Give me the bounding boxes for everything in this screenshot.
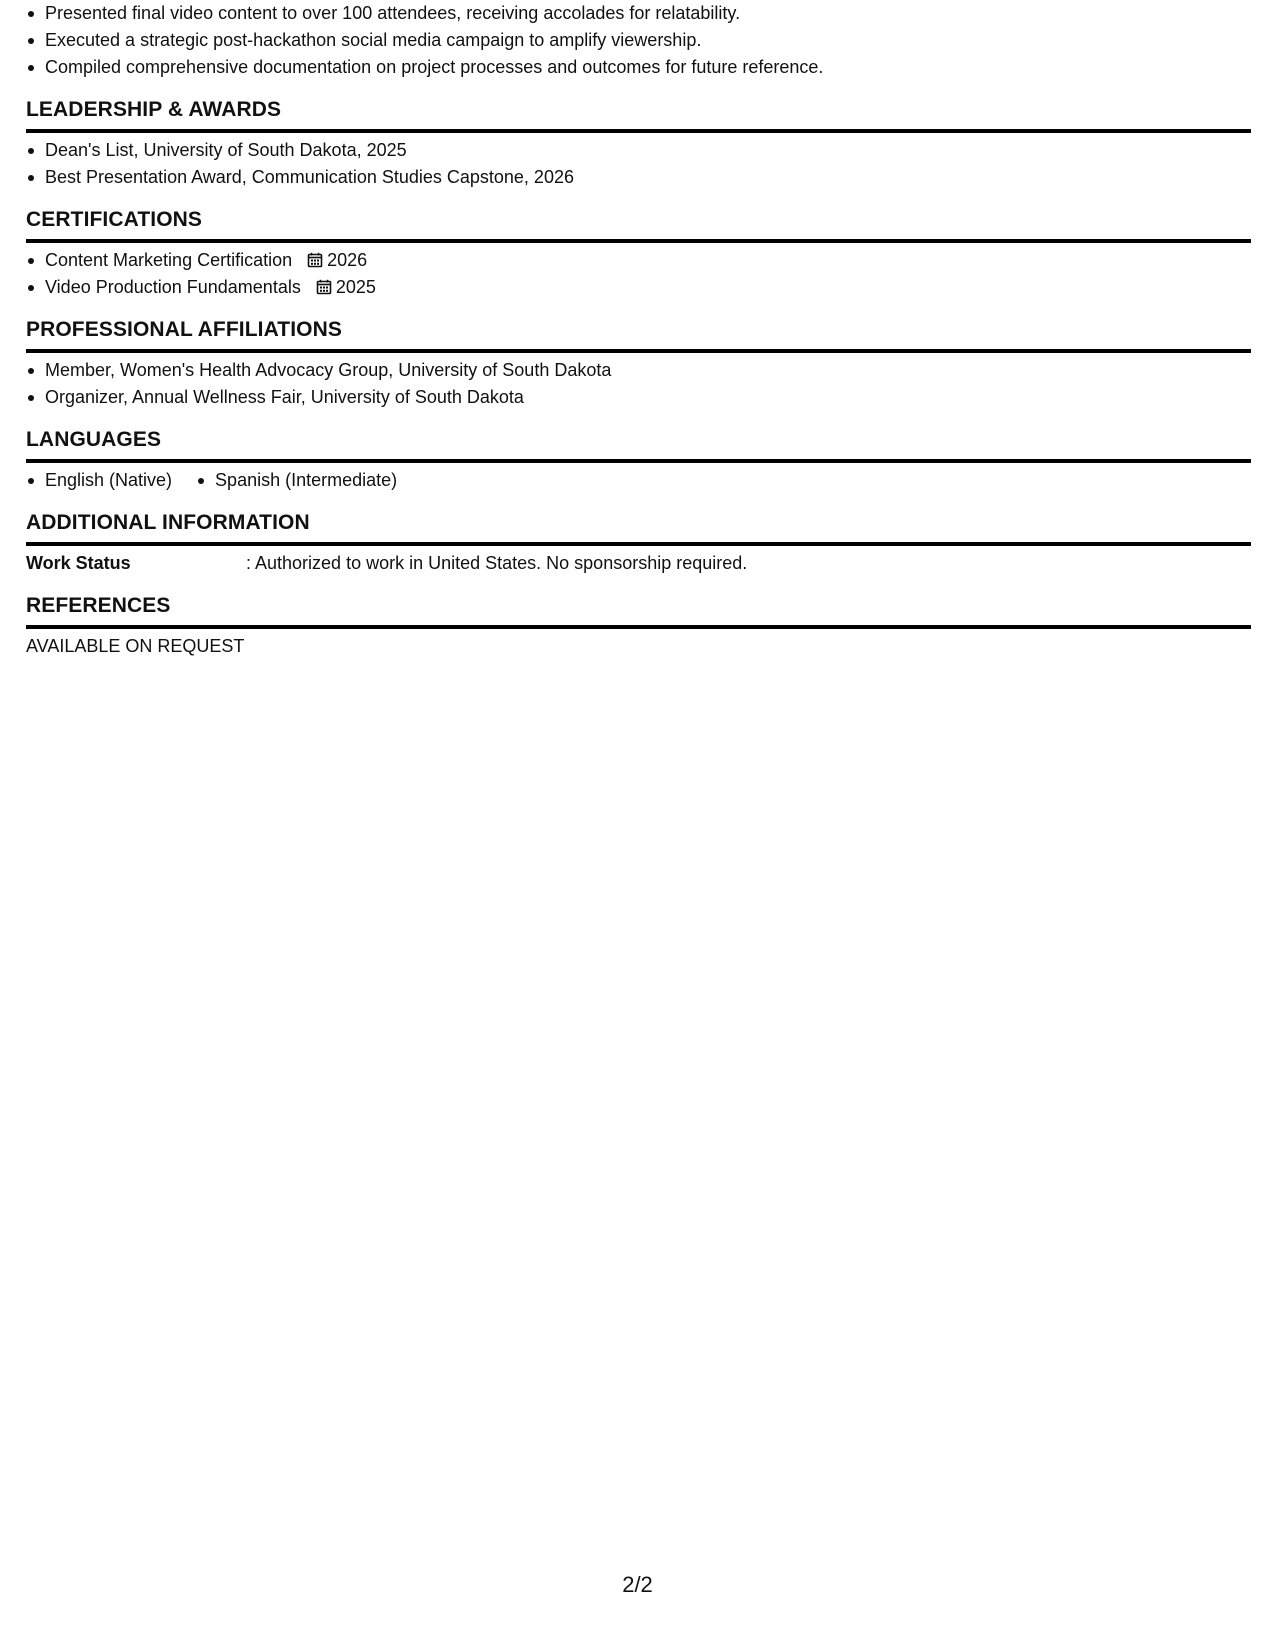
leadership-section xyxy=(26,97,1251,191)
work-status-row xyxy=(26,550,1251,577)
leadership-item: Dean's List, University of South Dakota, 2025 xyxy=(26,137,1251,164)
calendar-icon xyxy=(316,279,332,295)
languages-section xyxy=(26,427,1251,494)
certification-year: 2026 xyxy=(327,250,368,270)
certification-name: Video Production Fundamentals xyxy=(45,277,301,297)
affiliations-heading: PROFESSIONAL AFFILIATIONS xyxy=(26,317,1251,353)
certification-item xyxy=(26,247,1251,274)
resume-page xyxy=(26,0,1251,660)
work-status-label: Work Status xyxy=(26,553,131,573)
language-item: Spanish (Intermediate) xyxy=(196,467,397,494)
certification-year: 2025 xyxy=(335,277,376,297)
page-number: 2/2 xyxy=(622,1572,653,1597)
calendar-icon xyxy=(307,252,323,268)
affiliations-list xyxy=(26,357,1251,411)
references-text: AVAILABLE ON REQUEST xyxy=(26,636,245,656)
experience-bullets xyxy=(26,0,1251,81)
affiliations-section xyxy=(26,317,1251,411)
experience-bullet: Compiled comprehensive documentation on project processes and outcomes for future reference. xyxy=(26,54,1251,81)
leadership-list xyxy=(26,137,1251,191)
leadership-item: Best Presentation Award, Communication Studies Capstone, 2026 xyxy=(26,164,1251,191)
work-status-value: : Authorized to work in United States. No sponsorship required. xyxy=(246,553,748,573)
additional-info-heading: ADDITIONAL INFORMATION xyxy=(26,510,1251,546)
references-heading: REFERENCES xyxy=(26,593,1251,629)
experience-bullet: Presented final video content to over 100 attendees, receiving accolades for relatability. xyxy=(26,0,1251,27)
certification-item xyxy=(26,274,1251,301)
certifications-heading: CERTIFICATIONS xyxy=(26,207,1251,243)
certifications-list xyxy=(26,247,1251,301)
languages-heading: LANGUAGES xyxy=(26,427,1251,463)
experience-bullet: Executed a strategic post-hackathon social media campaign to amplify viewership. xyxy=(26,27,1251,54)
certifications-section xyxy=(26,207,1251,301)
languages-list xyxy=(26,467,1251,494)
affiliation-item: Member, Women's Health Advocacy Group, University of South Dakota xyxy=(26,357,1251,384)
leadership-heading: LEADERSHIP & AWARDS xyxy=(26,97,1251,133)
additional-info-section xyxy=(26,510,1251,577)
language-item: English (Native) xyxy=(26,467,172,494)
affiliation-item: Organizer, Annual Wellness Fair, University of South Dakota xyxy=(26,384,1251,411)
certification-name: Content Marketing Certification xyxy=(45,250,293,270)
references-section xyxy=(26,593,1251,660)
